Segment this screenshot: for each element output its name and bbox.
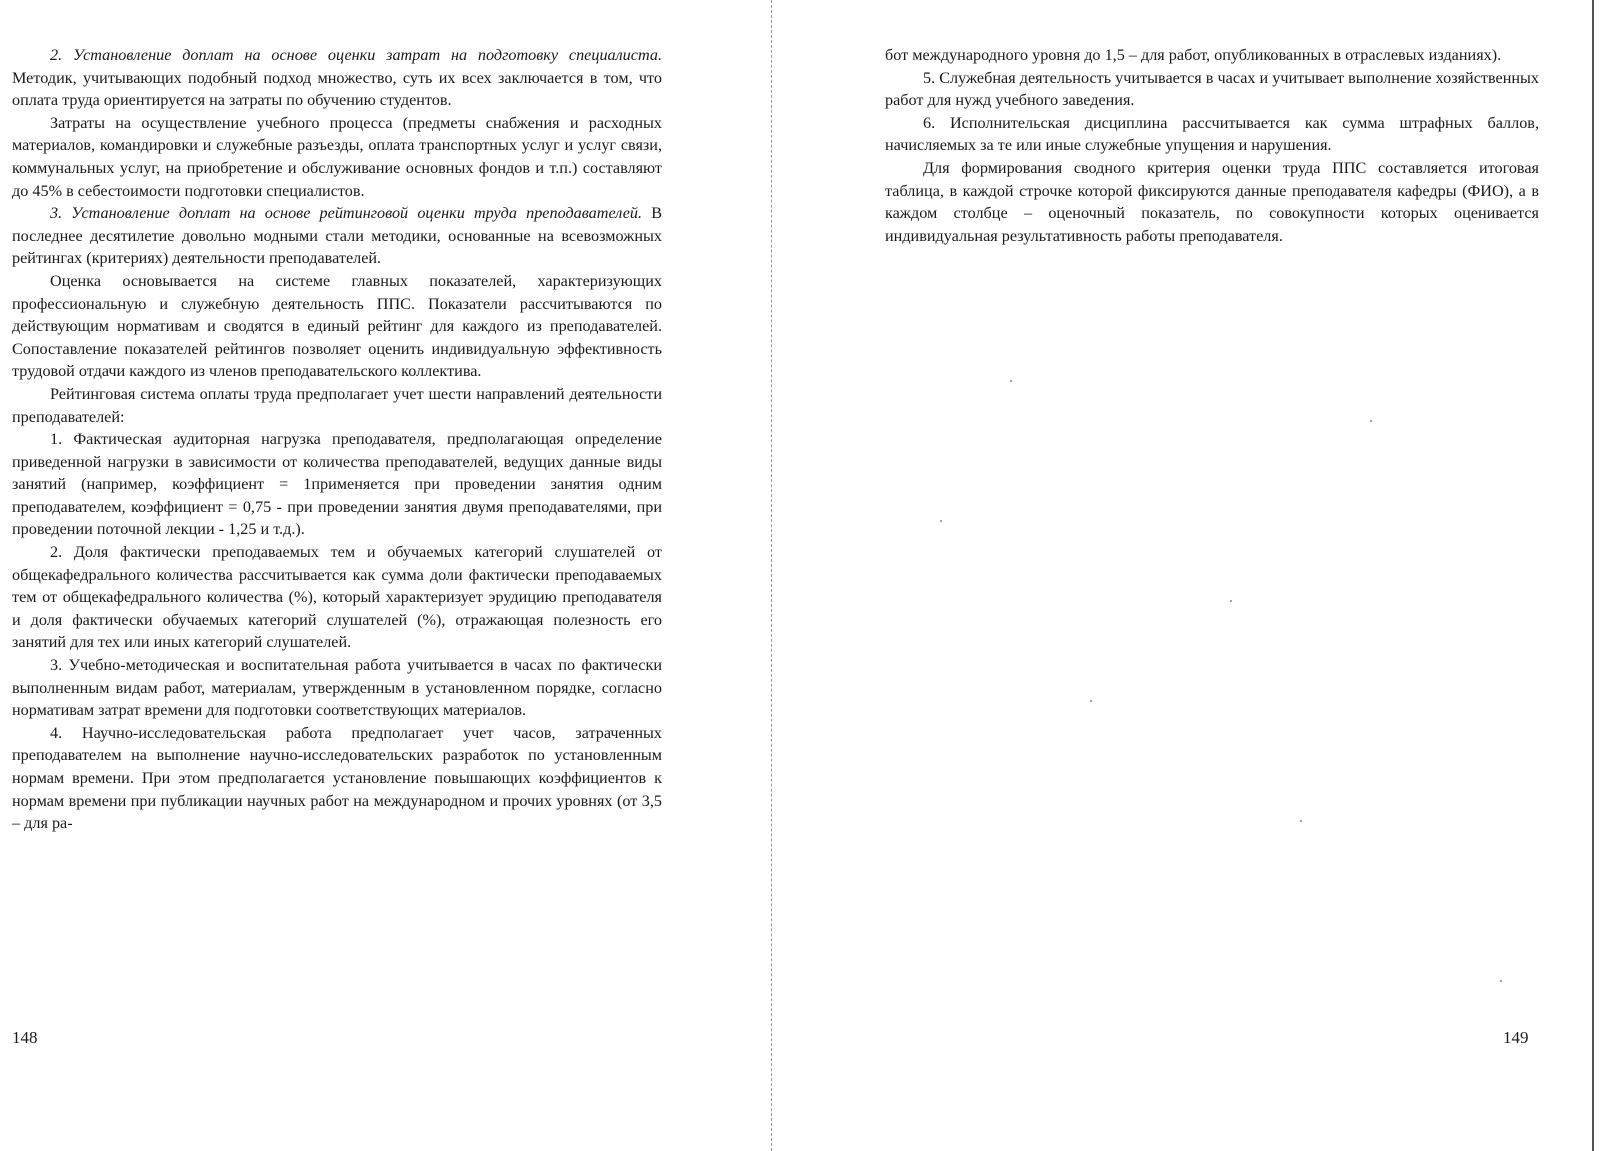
page-number-right: 149 — [1503, 1028, 1529, 1047]
paragraph-4 — [12, 270, 662, 383]
right-page — [785, 0, 1601, 1151]
paragraph-text: В последнее десятилетие довольно модными стали методики, основанные на всевозможных рейтингах (критериях) деятельности преподавателей. — [12, 204, 662, 268]
left-page — [0, 0, 780, 1151]
paragraph-3 — [885, 157, 1539, 247]
paragraph-text: Для формирования сводного критерия оценки труда ППС составляется итоговая таблица, в каждой строчке которой фиксируются данные преподавателя кафедры (ФИО), а в каждом столбце – оценочный показатель, по совокупности которых оценивается индивидуальная результативность работы преподавателя. — [885, 158, 1539, 245]
paragraph-text: Рейтинговая система оплаты труда предполагает учет шести направлений деятельности преподавателей: — [12, 384, 662, 426]
scan-speck — [940, 520, 942, 522]
page-number-left: 148 — [12, 1028, 38, 1047]
paragraph-text: 6. Исполнительская дисциплина рассчитывается как сумма штрафных баллов, начисляемых за те или иные служебные упущения и нарушения. — [885, 113, 1539, 155]
scan-speck — [1010, 380, 1012, 382]
paragraph-2 — [12, 112, 662, 202]
page-gutter — [771, 0, 773, 1151]
paragraph-text: 2. Доля фактически преподаваемых тем и обучаемых категорий слушателей от общекафедрального количества рассчитывается как сумма доли фактически преподаваемых тем от общекафедрального количества (%), который характеризует эрудицию преподавателя и доля фактически обучаемых категорий слушателей (%), отражающая полезность его занятий для тех или иных категорий слушателей. — [12, 543, 662, 652]
paragraph-8 — [12, 654, 662, 722]
scan-speck — [1090, 700, 1092, 702]
paragraph-text: Оценка основывается на системе главных показателей, характеризующих профессиональную и служебную деятельность ППС. Показатели рассчитываются по действующим нормативам и сводятся в единый рейтинг для каждого из преподавателей. Сопоставление показателей рейтингов позволяет оценить индивидуальную эффективность трудовой отдачи каждого из членов преподавательского коллектива. — [12, 271, 662, 381]
paragraph-continuation — [885, 44, 1539, 67]
paragraph-3 — [12, 202, 662, 270]
scan-edge — [1592, 0, 1594, 1151]
paragraph-text: 5. Служебная деятельность учитывается в часах и учитывает выполнение хозяйственных работ для нужд учебного заведения. — [885, 68, 1539, 110]
paragraph-text: 3. Учебно-методическая и воспитательная работа учитывается в часах по фактически выполненным видам работ, материалам, утвержденным в установленном порядке, согласно нормативам затрат времени для подготовки соответствующих материалов. — [12, 656, 662, 720]
paragraph-text: 4. Научно-исследовательская работа предполагает учет часов, затраченных преподавателем на выполнение научно-исследовательских разработок по установленным нормам времени. При этом предполагается установление повышающих коэффициентов к нормам времени при публикации научных работ на международном и прочих уровнях (от 3,5 – для ра- — [12, 723, 662, 833]
right-page-text — [885, 44, 1539, 247]
paragraph-7 — [12, 541, 662, 654]
paragraph-text: 1. Фактическая аудиторная нагрузка преподавателя, предполагающая определение приведенной нагрузки в зависимости от количества преподавателей, ведущих данные виды занятий (например, коэффициент = 1применяется при проведении занятия одним преподавателем, коэффициент = 0,75 - при проведении занятия двумя преподавателями, при проведении поточной лекции - 1,25 и т.д.). — [12, 430, 662, 539]
scan-speck — [1500, 980, 1502, 982]
paragraph-text: бот международного уровня до 1,5 – для работ, опубликованных в отраслевых изданиях). — [885, 46, 1502, 64]
paragraph-5 — [12, 383, 662, 428]
paragraph-heading: 3. Установление доплат на основе рейтинговой оценки труда преподавателей. — [50, 204, 643, 223]
paragraph-1 — [12, 44, 662, 112]
paragraph-1 — [885, 67, 1539, 112]
paragraph-2 — [885, 112, 1539, 157]
scan-speck — [1370, 420, 1372, 422]
paragraph-text: Затраты на осуществление учебного процесса (предметы снабжения и расходных материалов, командировки и служебные разъезды, оплата транспортных услуг и услуг связи, коммунальных услуг, на приобретение и обслуживание основных фондов и т.п.) составляют до 45% в себестоимости подготовки специалистов. — [12, 113, 662, 200]
scan-speck — [1300, 820, 1302, 822]
paragraph-heading: 2. Установление доплат на основе оценки затрат на подготовку специалиста. — [50, 46, 662, 64]
scan-speck — [1230, 600, 1232, 602]
paragraph-6 — [12, 428, 662, 541]
left-page-text — [12, 44, 662, 835]
paragraph-9 — [12, 722, 662, 835]
paragraph-text: Методик, учитывающих подобный подход множество, суть их всех заключается в том, что оплата труда ориентируется на затраты по обучению студентов. — [12, 68, 662, 110]
